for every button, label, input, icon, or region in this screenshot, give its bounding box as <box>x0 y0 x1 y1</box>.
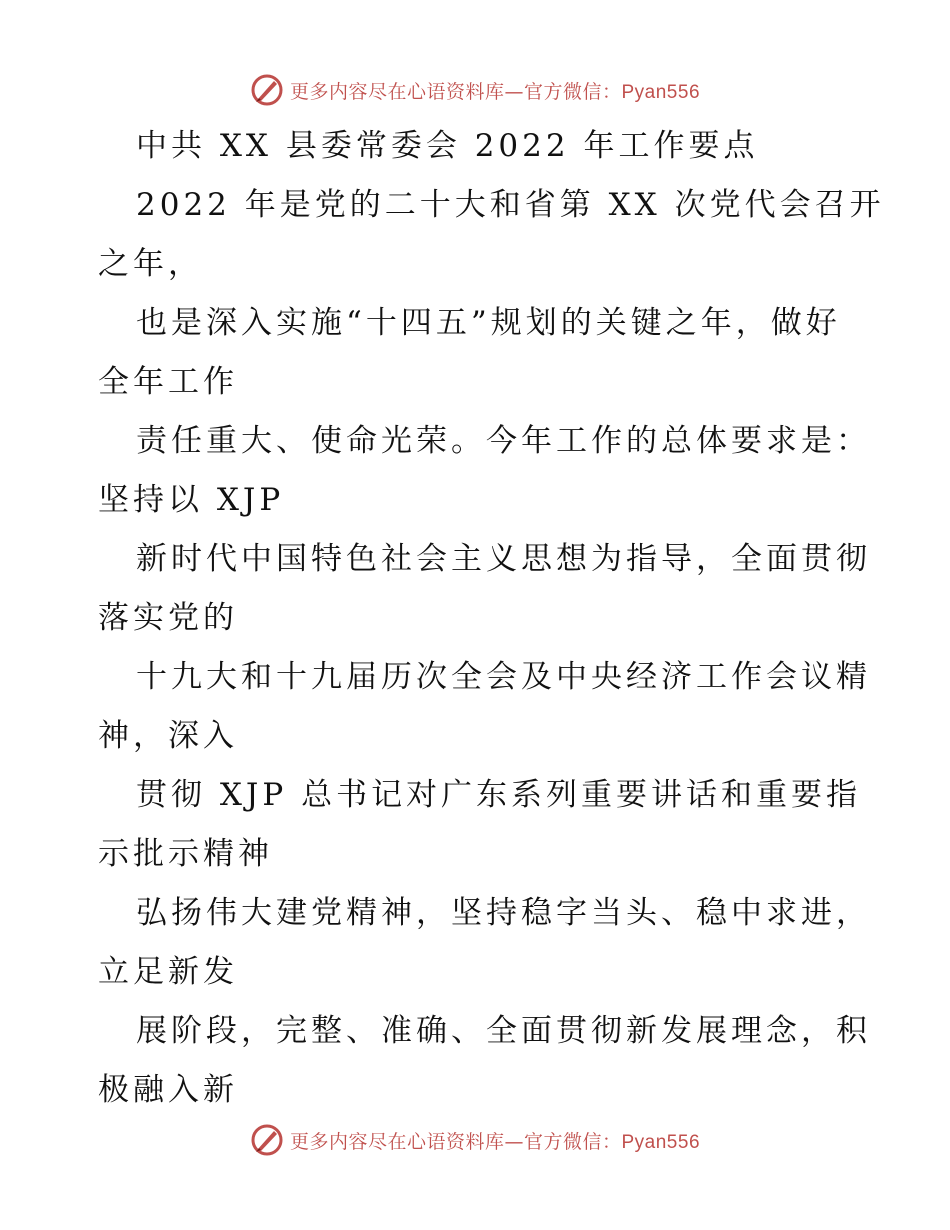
document-body <box>98 117 885 1120</box>
quill-pen-circle-icon <box>250 1123 284 1157</box>
text-line: 2022 年是党的二十大和省第 XX 次党代会召开 <box>136 187 885 223</box>
text-line: 示批示精神 <box>98 836 273 872</box>
text-line: 贯彻 XJP 总书记对广东系列重要讲话和重要指 <box>136 777 862 813</box>
header-banner <box>0 70 950 110</box>
text-line: 极融入新 <box>98 1072 238 1108</box>
quill-pen-circle-icon <box>250 73 284 107</box>
text-line: 神，深入 <box>98 718 238 754</box>
banner-text: 更多内容尽在心语资料库—官方微信：Pyan556 <box>289 1130 701 1153</box>
text-line: 落实党的 <box>98 600 238 636</box>
text-line: 新时代中国特色社会主义思想为指导，全面贯彻 <box>136 541 871 577</box>
banner-handle: Pyan556 <box>621 81 701 103</box>
footer-banner <box>0 1120 950 1160</box>
text-line: 中共 XX 县委常委会 2022 年工作要点 <box>136 128 759 164</box>
text-line: 展阶段，完整、准确、全面贯彻新发展理念，积 <box>136 1013 871 1049</box>
banner-text: 更多内容尽在心语资料库—官方微信：Pyan556 <box>289 80 701 103</box>
text-line: 弘扬伟大建党精神，坚持稳字当头、稳中求进， <box>136 895 871 931</box>
text-line: 坚持以 XJP <box>98 482 285 518</box>
text-line: 之年， <box>98 246 203 282</box>
banner-handle: Pyan556 <box>621 1131 701 1153</box>
text-line: 十九大和十九届历次全会及中央经济工作会议精 <box>136 659 871 695</box>
text-line: 全年工作 <box>98 364 238 400</box>
text-line: 责任重大、使命光荣。今年工作的总体要求是： <box>136 423 871 459</box>
text-line: 也是深入实施“十四五”规划的关键之年，做好 <box>136 305 841 341</box>
text-line: 立足新发 <box>98 954 238 990</box>
